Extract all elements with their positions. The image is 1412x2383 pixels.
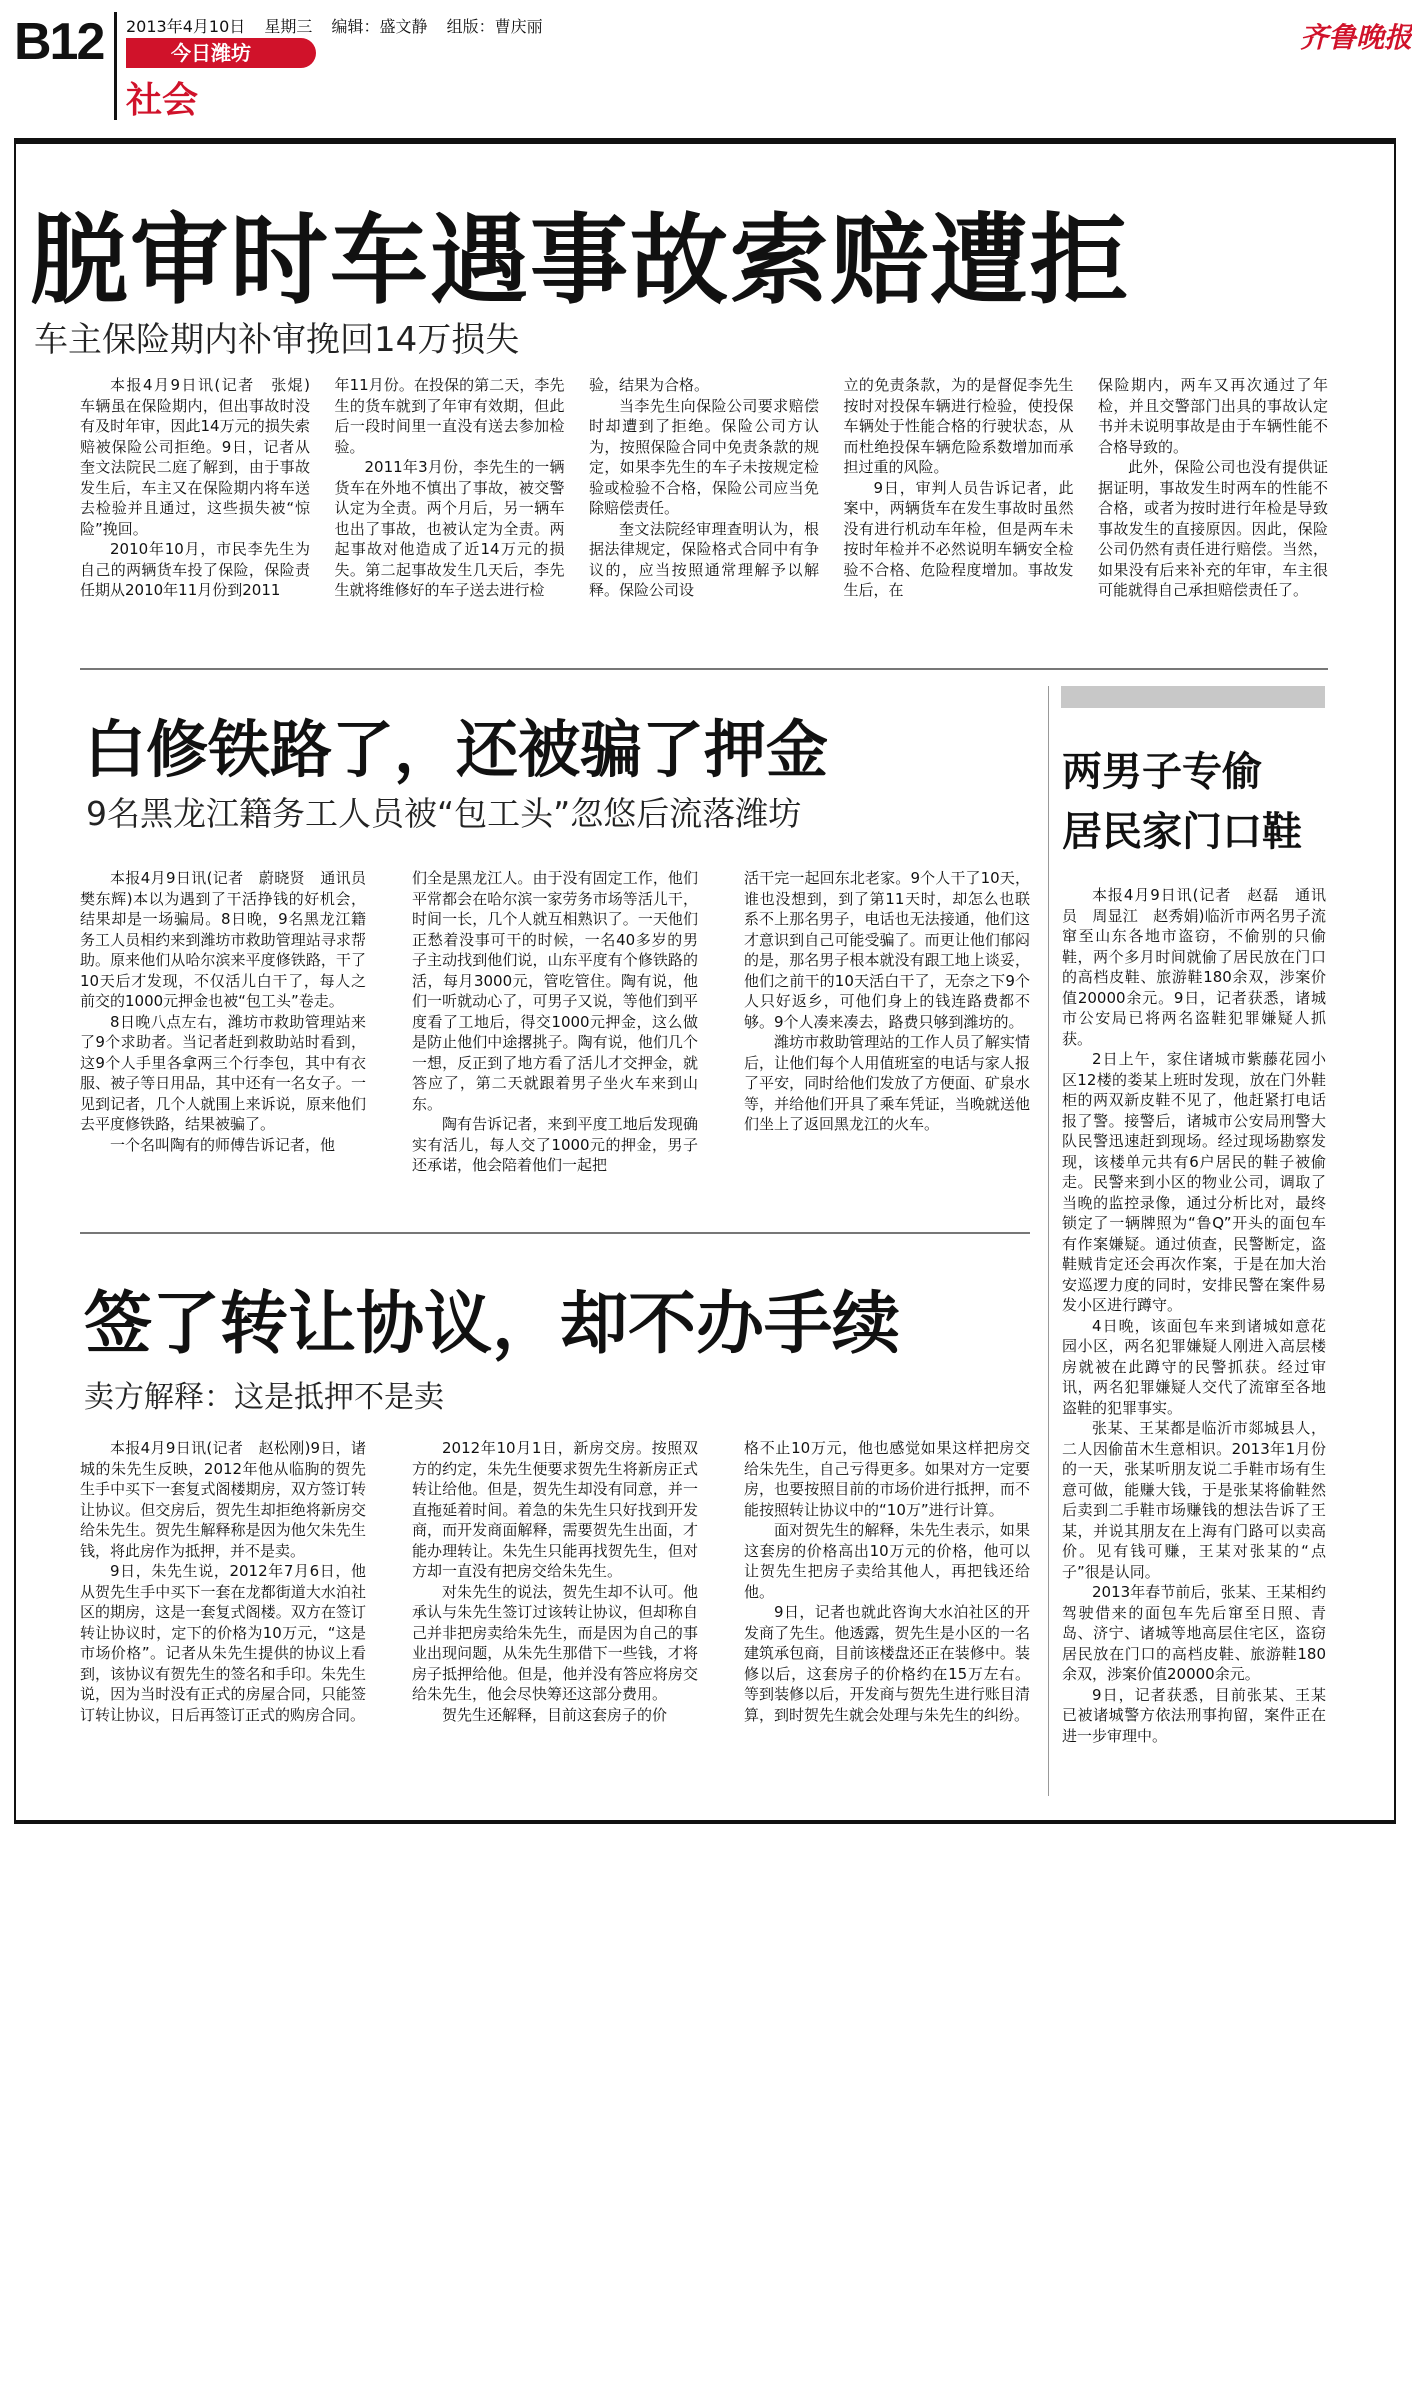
article2-col-2: [412, 868, 698, 1198]
article4-headline-line1: 两男子专偷: [1062, 749, 1262, 795]
article3-subhead: 卖方解释：这是抵押不是卖: [84, 1380, 444, 1415]
paragraph: 保险期内，两车又再次通过了年检，并且交警部门出具的事故认定书并未说明事故是由于车辆性能不合格导致的。: [1098, 376, 1328, 456]
top-rule: [14, 138, 1396, 144]
sidebar-rule: [1048, 686, 1049, 1796]
paragraph: 2011年3月份，李先生的一辆货车在外地不慎出了事故，被交警认定为全责。两个月后，另一辆车也出了事故，也被认定为全责。两起事故对他造成了近14万元的损失。第二起事故发生几天后，李先生就将维修好的车子送去进行检: [334, 458, 565, 599]
paragraph: 本报4月9日讯(记者 赵磊 通讯员 周显江 赵秀娟)临沂市两名男子流窜至山东各地市盗窃，不偷别的只偷鞋，两个多月时间就偷了居民放在门口的高档皮鞋、旅游鞋180余双，涉案价值20000余元。9日，记者获悉，诸城市公安局已将两名盗鞋犯罪嫌疑人抓获。: [1062, 886, 1326, 1048]
article-divider: [80, 668, 1328, 670]
paragraph: 面对贺先生的解释，朱先生表示，如果这套房的价格高出10万元的价格，他可以让贺先生把房子卖给其他人，再把钱还给他。: [744, 1521, 1030, 1601]
section-title: 社会: [126, 80, 199, 121]
sidebar-header-bar: [1061, 686, 1325, 708]
article3-col-3: [744, 1438, 1030, 1788]
paragraph: 贺先生还解释，目前这套房子的价: [442, 1705, 668, 1724]
paragraph: 2010年10月，市民李先生为自己的两辆货车投了保险，保险责任期从2010年11月份到2011: [80, 540, 310, 599]
paragraph: 2日上午，家住诸城市紫藤花园小区12楼的娄某上班时发现，放在门外鞋柜的两双新皮鞋不见了，他赶紧打电话报了警。接警后，诸城市公安局刑警大队民警迅速赶到现场。经过现场勘察发现，该楼单元共有6户居民的鞋子被偷走。民警来到小区的物业公司，调取了当晚的监控录像，通过分析比对，最终锁定了一辆牌照为“鲁Q”开头的面包车有作案嫌疑。通过侦查，民警断定，盗鞋贼肯定还会再次作案，于是在加大治安巡逻力度的同时，安排民警在案件易发小区进行蹲守。: [1062, 1050, 1326, 1314]
paragraph: 9日，朱先生说，2012年7月6日，他从贺先生手中买下一套在龙都街道大水泊社区的期房，这是一套复式阁楼。双方在签订转让协议时，定下的价格为10万元，“这是市场价格”。记者从朱先生提供的协议上看到，该协议有贺先生的签名和手印。朱先生说，因为当时没有正式的房屋合同，只能签订转让协议，日后再签订正式的购房合同。: [80, 1562, 366, 1724]
frame-right: [1394, 144, 1396, 1822]
paragraph: 陶有告诉记者，来到平度工地后发现确实有活儿，每人交了1000元的押金，男子还承诺，他会陪着他们一起把: [412, 1115, 698, 1174]
paragraph: 潍坊市救助管理站的工作人员了解实情后，让他们每个人用值班室的电话与家人报了平安，同时给他们发放了方便面、矿泉水等，并给他们开具了乘车凭证，当晚就送他们坐上了返回黑龙江的火车。: [744, 1033, 1030, 1133]
paragraph: 2012年10月1日，新房交房。按照双方的约定，朱先生便要求贺先生将新房正式转让给他。但是，贺先生却没有同意，并一直拖延着时间。着急的朱先生只好找到开发商，而开发商面解释，需要贺先生出面，才能办理转让。朱先生只能再找贺先生，但对方却一直没有把房交给朱先生。: [412, 1439, 698, 1580]
paragraph: 9日，记者也就此咨询大水泊社区的开发商了先生。他透露，贺先生是小区的一名建筑承包商，目前该楼盘还正在装修中。装修以后，这套房子的价格约在15万左右。等到装修以后，开发商与贺先生进行账目清算，到时贺先生就会处理与朱先生的纠纷。: [744, 1603, 1030, 1724]
article2-subhead: 9名黑龙江籍务工人员被“包工头”忽悠后流落潍坊: [86, 794, 802, 833]
article3-col-2: [412, 1438, 698, 1788]
column-tag: 今日潍坊: [126, 38, 316, 68]
article4-col-1: [1062, 885, 1326, 1790]
paragraph: 格不止10万元，他也感觉如果这样把房交给朱先生，自己亏得更多。如果对方一定要房，也要按照目前的市场价进行抵押，而不能按照转让协议中的“10万”进行计算。: [744, 1439, 1030, 1519]
frame-left: [14, 144, 16, 1822]
article1-headline: 脱审时车遇事故索赔遭拒: [30, 204, 1131, 318]
article1-col-3: [589, 375, 819, 645]
article2-body: [80, 868, 1030, 1198]
article3-body: [80, 1438, 1030, 1788]
paragraph: 4日晚，该面包车来到诸城如意花园小区，两名犯罪嫌疑人刚进入高层楼房就被在此蹲守的民警抓获。经过审讯，两名犯罪嫌疑人交代了流窜至各地盗鞋的犯罪事实。: [1062, 1316, 1326, 1417]
header-divider: [114, 12, 117, 120]
paragraph: 奎文法院经审理查明认为，根据法律规定，保险格式合同中有争议的，应当按照通常理解予以解释。保险公司设: [589, 519, 819, 599]
article1-col-4: [844, 375, 1074, 645]
article1-col-1: [80, 375, 326, 645]
paragraph: 张某、王某都是临沂市郯城县人，二人因偷苗木生意相识。2013年1月份的一天，张某听朋友说二手鞋市场有生意可做，能赚大钱，于是张某将偷鞋然后卖到二手鞋市场赚钱的想法告诉了王某，并说其朋友在上海有门路可以卖高价。见有钱可赚，王某对张某的“点子”很是认同。: [1062, 1419, 1326, 1581]
frame-bottom: [14, 1820, 1396, 1824]
page-number: B12: [14, 13, 104, 71]
article-divider: [80, 1232, 1030, 1234]
article1-col-5: [1098, 375, 1328, 645]
issue-date: 2013年4月10日: [126, 17, 246, 36]
article2-col-3: [744, 868, 1030, 1198]
issue-weekday: 星期三: [264, 17, 313, 36]
paragraph: 活干完一起回东北老家。9个人干了10天，谁也没想到，到了第11天时，却怎么也联系不上那名男子，电话也无法接通，他们这才意识到自己可能受骗了。而更让他们郁闷的是，那名男子根本就没有跟工地上谈妥，他们之前干的10天活白干了，无奈之下9个人只好返乡，可他们身上的钱连路费都不够。9个人凑来凑去，路费只够到潍坊的。: [744, 869, 1030, 1031]
editor-credit: 编辑：盛文静: [331, 17, 428, 36]
paragraph: 9日，记者获悉，目前张某、王某已被诸城警方依法刑事拘留，案件正在进一步审理中。: [1062, 1685, 1326, 1745]
article4-headline-line2: 居民家门口鞋: [1062, 809, 1302, 855]
paragraph: 年11月份。在投保的第二天，李先生的货车就到了年审有效期，但此后一段时间里一直没有送去参加检验。: [334, 376, 565, 456]
layout-credit: 组版：曹庆丽: [446, 17, 543, 36]
paragraph: 对朱先生的说法，贺先生却不认可。他承认与朱先生签订过该转让协议，但却称自己并非把房卖给朱先生，而是因为自己的事业出现问题，从朱先生那借下一些钱，才将房子抵押给他。但是，他并没有答应将房交给朱先生，他会尽快筹还这部分费用。: [412, 1582, 698, 1703]
article1-subhead: 车主保险期内补审挽回14万损失: [34, 320, 520, 360]
header-meta: [126, 14, 557, 37]
article2-headline: 白修铁路了，还被骗了押金: [84, 713, 829, 786]
paragraph: 2013年春节前后，张某、王某相约驾驶借来的面包车先后窜至日照、青岛、济宁、诸城等地高层住宅区，盗窃居民放在门口的高档皮鞋、旅游鞋180余双，涉案价值20000余元。: [1062, 1583, 1326, 1683]
article1-body: [80, 375, 1328, 645]
paragraph: 立的免责条款，为的是督促李先生按时对投保车辆进行检验，使投保车辆处于性能合格的行驶状态，从而杜绝投保车辆危险系数增加而承担过重的风险。: [843, 376, 1074, 476]
article3-headline: 签了转让协议，却不办手续: [84, 1285, 901, 1364]
paragraph: 当李先生向保险公司要求赔偿时却遭到了拒绝。保险公司方认为，按照保险合同中免责条款的规定，如果李先生的车子未按规定检验或检验不合格，保险公司应当免除赔偿责任。: [589, 396, 819, 517]
newspaper-logo: 齐鲁晚报: [1300, 21, 1412, 54]
paragraph: 本报4月9日讯(记者 蔚晓贤 通讯员 樊东辉)本以为遇到了干活挣钱的好机会，结果却是一场骗局。8日晚，9名黑龙江籍务工人员相约来到潍坊市救助管理站寻求帮助。原来他们从哈尔滨来平度修铁路，干了10天后才发现，不仅活儿白干了，每人之前交的1000元押金也被“包工头”卷走。: [80, 869, 382, 1010]
paragraph: 8日晚八点左右，潍坊市救助管理站来了9个求助者。当记者赶到救助站时看到，这9个人手里各拿两三个行李包，其中有衣服、被子等日用品，其中还有一名女子。一见到记者，几个人就围上来诉说，原来他们去平度修铁路，结果被骗了。: [80, 1012, 366, 1133]
paragraph: 本报4月9日讯(记者 张焜) 车辆虽在保险期内，但出事故时没有及时年审，因此14万元的损失索赔被保险公司拒绝。9日，记者从奎文法院民二庭了解到，由于事故发生后，车主又在保险期内将车送去检验并且通过，这些损失被“惊险”挽回。: [80, 376, 326, 538]
paragraph: 9日，审判人员告诉记者，此案中，两辆货车在发生事故时虽然没有进行机动车年检，但是两车未按时年检并不必然说明车辆安全检验不合格、危险程度增加。事故发生后，在: [843, 478, 1074, 599]
paragraph: 一个名叫陶有的师傅告诉记者，他: [110, 1135, 336, 1154]
paragraph: 此外，保险公司也没有提供证据证明，事故发生时两车的性能不合格，或者为按时进行年检是导致事故发生的直接原因。因此，保险公司仍然有责任进行赔偿。当然，如果没有后来补充的年审，车主很可能就得自己承担赔偿责任了。: [1098, 458, 1328, 599]
paragraph: 验，结果为合格。: [589, 376, 710, 394]
article4-body: [1062, 885, 1326, 1790]
article2-col-1: [80, 868, 382, 1198]
paragraph: 们全是黑龙江人。由于没有固定工作，他们平常都会在哈尔滨一家劳务市场等活儿干，时间一长，几个人就互相熟识了。一天他们正愁着没事可干的时候，一名40多岁的男子主动找到他们说，山东平度有个修铁路的活，每月3000元，管吃管住。陶有说，他们一听就动心了，可男子又说，等他们到平度看了工地后，得交1000元押金，这么做是防止他们中途撂挑子。陶有说，他们几个一想，反正到了地方看了活儿才交押金，就答应了，第二天就跟着男子坐火车来到山东。: [412, 869, 698, 1113]
article3-col-1: [80, 1438, 366, 1788]
article1-col-2: [335, 375, 565, 645]
paragraph: 本报4月9日讯(记者 赵松刚)9日，诸城的朱先生反映，2012年他从临朐的贺先生手中买下一套复式阁楼期房，双方签订转让协议。但交房后，贺先生却拒绝将新房交给朱先生。贺先生解释称是因为他欠朱先生钱，将此房作为抵押，并不是卖。: [80, 1439, 366, 1560]
